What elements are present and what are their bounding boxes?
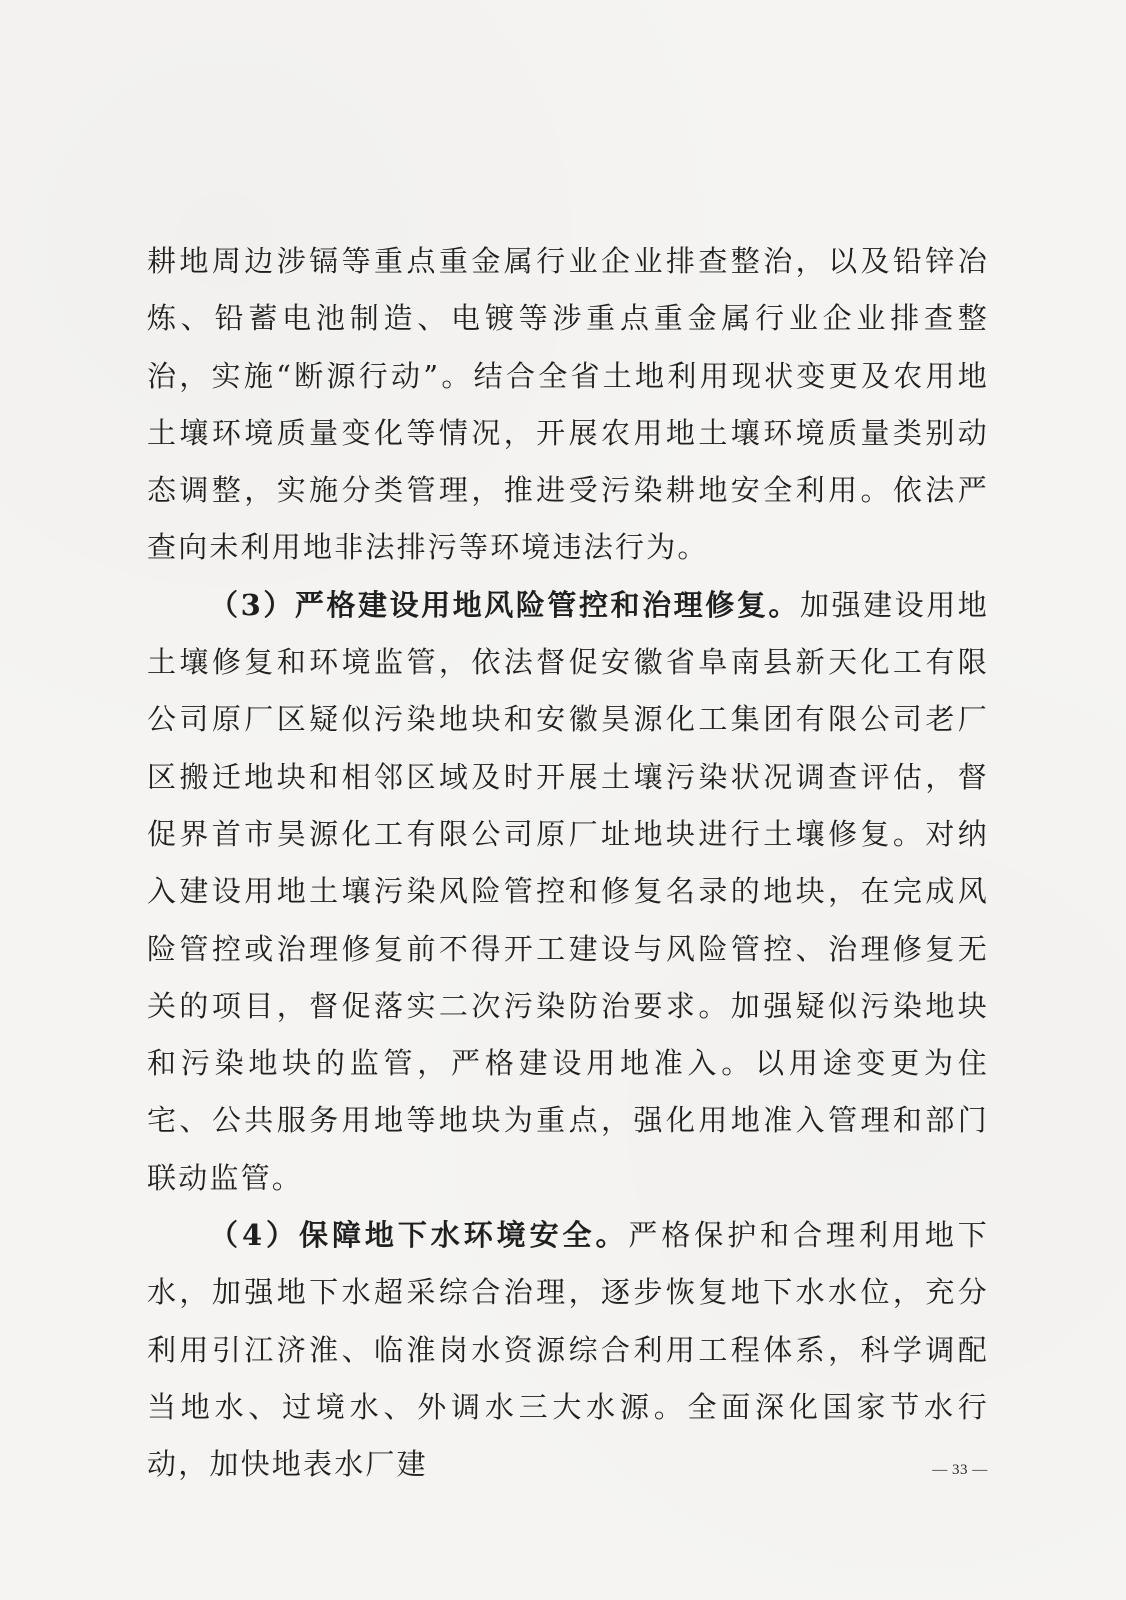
page-number: — 33 —: [932, 1462, 988, 1478]
paragraph-text: 耕地周边涉镉等重点重金属行业企业排查整治，以及铅锌冶炼、铅蓄电池制造、电镀等涉重点重金属行业企业排查整治，实施“断源行动”。结合全省土地利用现状变更及农用地土壤环境质量变化等情况，开展农用地土壤环境质量类别动态调整，实施分类管理，推进受污染耕地安全利用。依法严查向未利用地非法排污等环境违法行为。: [147, 244, 989, 565]
document-body: [147, 233, 989, 1494]
section-heading: （4）保障地下水环境安全。: [209, 1218, 629, 1253]
section-heading: （3）严格建设用地风险管控和治理修复。: [209, 587, 800, 622]
paragraph-groundwater: [147, 1207, 989, 1493]
paragraph-text: 严格保护和合理利用地下水，加强地下水超采综合治理，逐步恢复地下水水位，充分利用引江济淮、临淮岗水资源综合利用工程体系，科学调配当地水、过境水、外调水三大水源。全面深化国家节水行动，加快地表水厂建: [147, 1218, 990, 1482]
paragraph-construction-land: [147, 577, 989, 1207]
paragraph-text: 加强建设用地土壤修复和环境监管，依法督促安徽省阜南县新天化工有限公司原厂区疑似污染地块和安徽昊源化工集团有限公司老厂区搬迁地块和相邻区域及时开展土壤污染状况调查评估，督促界首市昊源化工有限公司原厂址地块进行土壤修复。对纳入建设用地土壤污染风险管控和修复名录的地块，在完成风险管控或治理修复前不得开工建设与风险管控、治理修复无关的项目，督促落实二次污染防治要求。加强疑似污染地块和污染地块的监管，严格建设用地准入。以用途变更为住宅、公共服务用地等地块为重点，强化用地准入管理和部门联动监管。: [147, 587, 990, 1195]
paragraph-continuation: [147, 233, 989, 577]
